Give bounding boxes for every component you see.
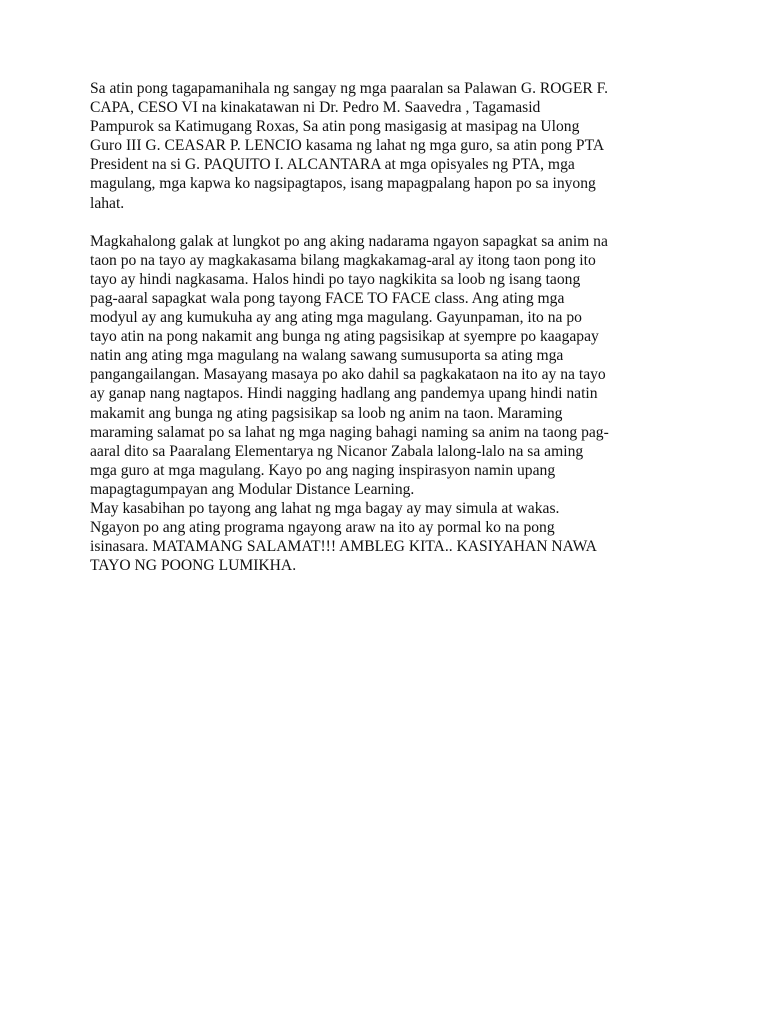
text-line: ay ganap nang nagtapos. Hindi nagging hadlang ang pandemya upang hindi natin — [90, 385, 598, 403]
text-line: natin ang ating mga magulang na walang sawang sumusuporta sa ating mga — [90, 347, 564, 365]
text-line: pag-aaral sapagkat wala pong tayong FACE TO FACE class. Ang ating mga — [90, 289, 565, 307]
text-line: tayo ay hindi nagkasama. Halos hindi po tayo nagkikita sa loob ng isang taong — [90, 270, 581, 288]
text-line: Sa atin pong tagapamanihala ng sangay ng mga paaralan sa Palawan G. ROGER F. — [90, 80, 608, 97]
text-line: maraming salamat po sa lahat ng mga naging bahagi naming sa anim na taong pag- — [90, 423, 609, 441]
paragraph-spacer — [90, 213, 682, 232]
paragraph-greeting — [90, 79, 682, 213]
text-line: tayo atin na pong nakamit ang bunga ng ating pagsisikap at syempre po kaagapay — [90, 328, 599, 346]
text-line: pangangailangan. Masayang masaya po ako dahil sa pagkakataon na ito ay na tayo — [90, 366, 606, 384]
text-line: Magkahalong galak at lungkot po ang aking nadarama ngayon sapagkat sa anim na — [90, 232, 608, 250]
text-line: Pampurok sa Katimugang Roxas, Sa atin pong masigasig at masipag na Ulong — [90, 118, 580, 136]
text-line: TAYO NG POONG LUMIKHA. — [90, 557, 297, 575]
text-line: magulang, mga kapwa ko nagsipagtapos, isang mapagpalang hapon po sa inyong — [90, 175, 596, 193]
text-line: isinasara. MATAMANG SALAMAT!!! AMBLEG KITA.. KASIYAHAN NAWA — [90, 538, 597, 556]
text-line: lahat. — [90, 194, 125, 212]
document-body — [90, 79, 682, 575]
text-line: mapagtagumpayan ang Modular Distance Learning. — [90, 480, 415, 498]
text-line: Ngayon po ang ating programa ngayong araw na ito ay pormal ko na pong — [90, 519, 555, 537]
text-line: modyul ay ang kumukuha ay ang ating mga magulang. Gayunpaman, ito na po — [90, 309, 582, 327]
text-line: taon po na tayo ay magkakasama bilang magkakamag-aral ay itong taon pong ito — [90, 251, 596, 269]
paragraph-message — [90, 232, 682, 576]
text-line: President na si G. PAQUITO I. ALCANTARA at mga opisyales ng PTA, mga — [90, 156, 575, 174]
text-line: May kasabihan po tayong ang lahat ng mga bagay ay may simula at wakas. — [90, 499, 560, 517]
text-line: mga guro at mga magulang. Kayo po ang naging inspirasyon namin upang — [90, 461, 556, 479]
text-line: Guro III G. CEASAR P. LENCIO kasama ng lahat ng mga guro, sa atin pong PTA — [90, 137, 605, 155]
text-line: CAPA, CESO VI na kinakatawan ni Dr. Pedro M. Saavedra , Tagamasid — [90, 99, 541, 117]
text-line: aaral dito sa Paaralang Elementarya ng Nicanor Zabala lalong-lalo na sa aming — [90, 442, 584, 460]
text-line: makamit ang bunga ng ating pagsisikap sa loob ng anim na taon. Maraming — [90, 404, 563, 422]
